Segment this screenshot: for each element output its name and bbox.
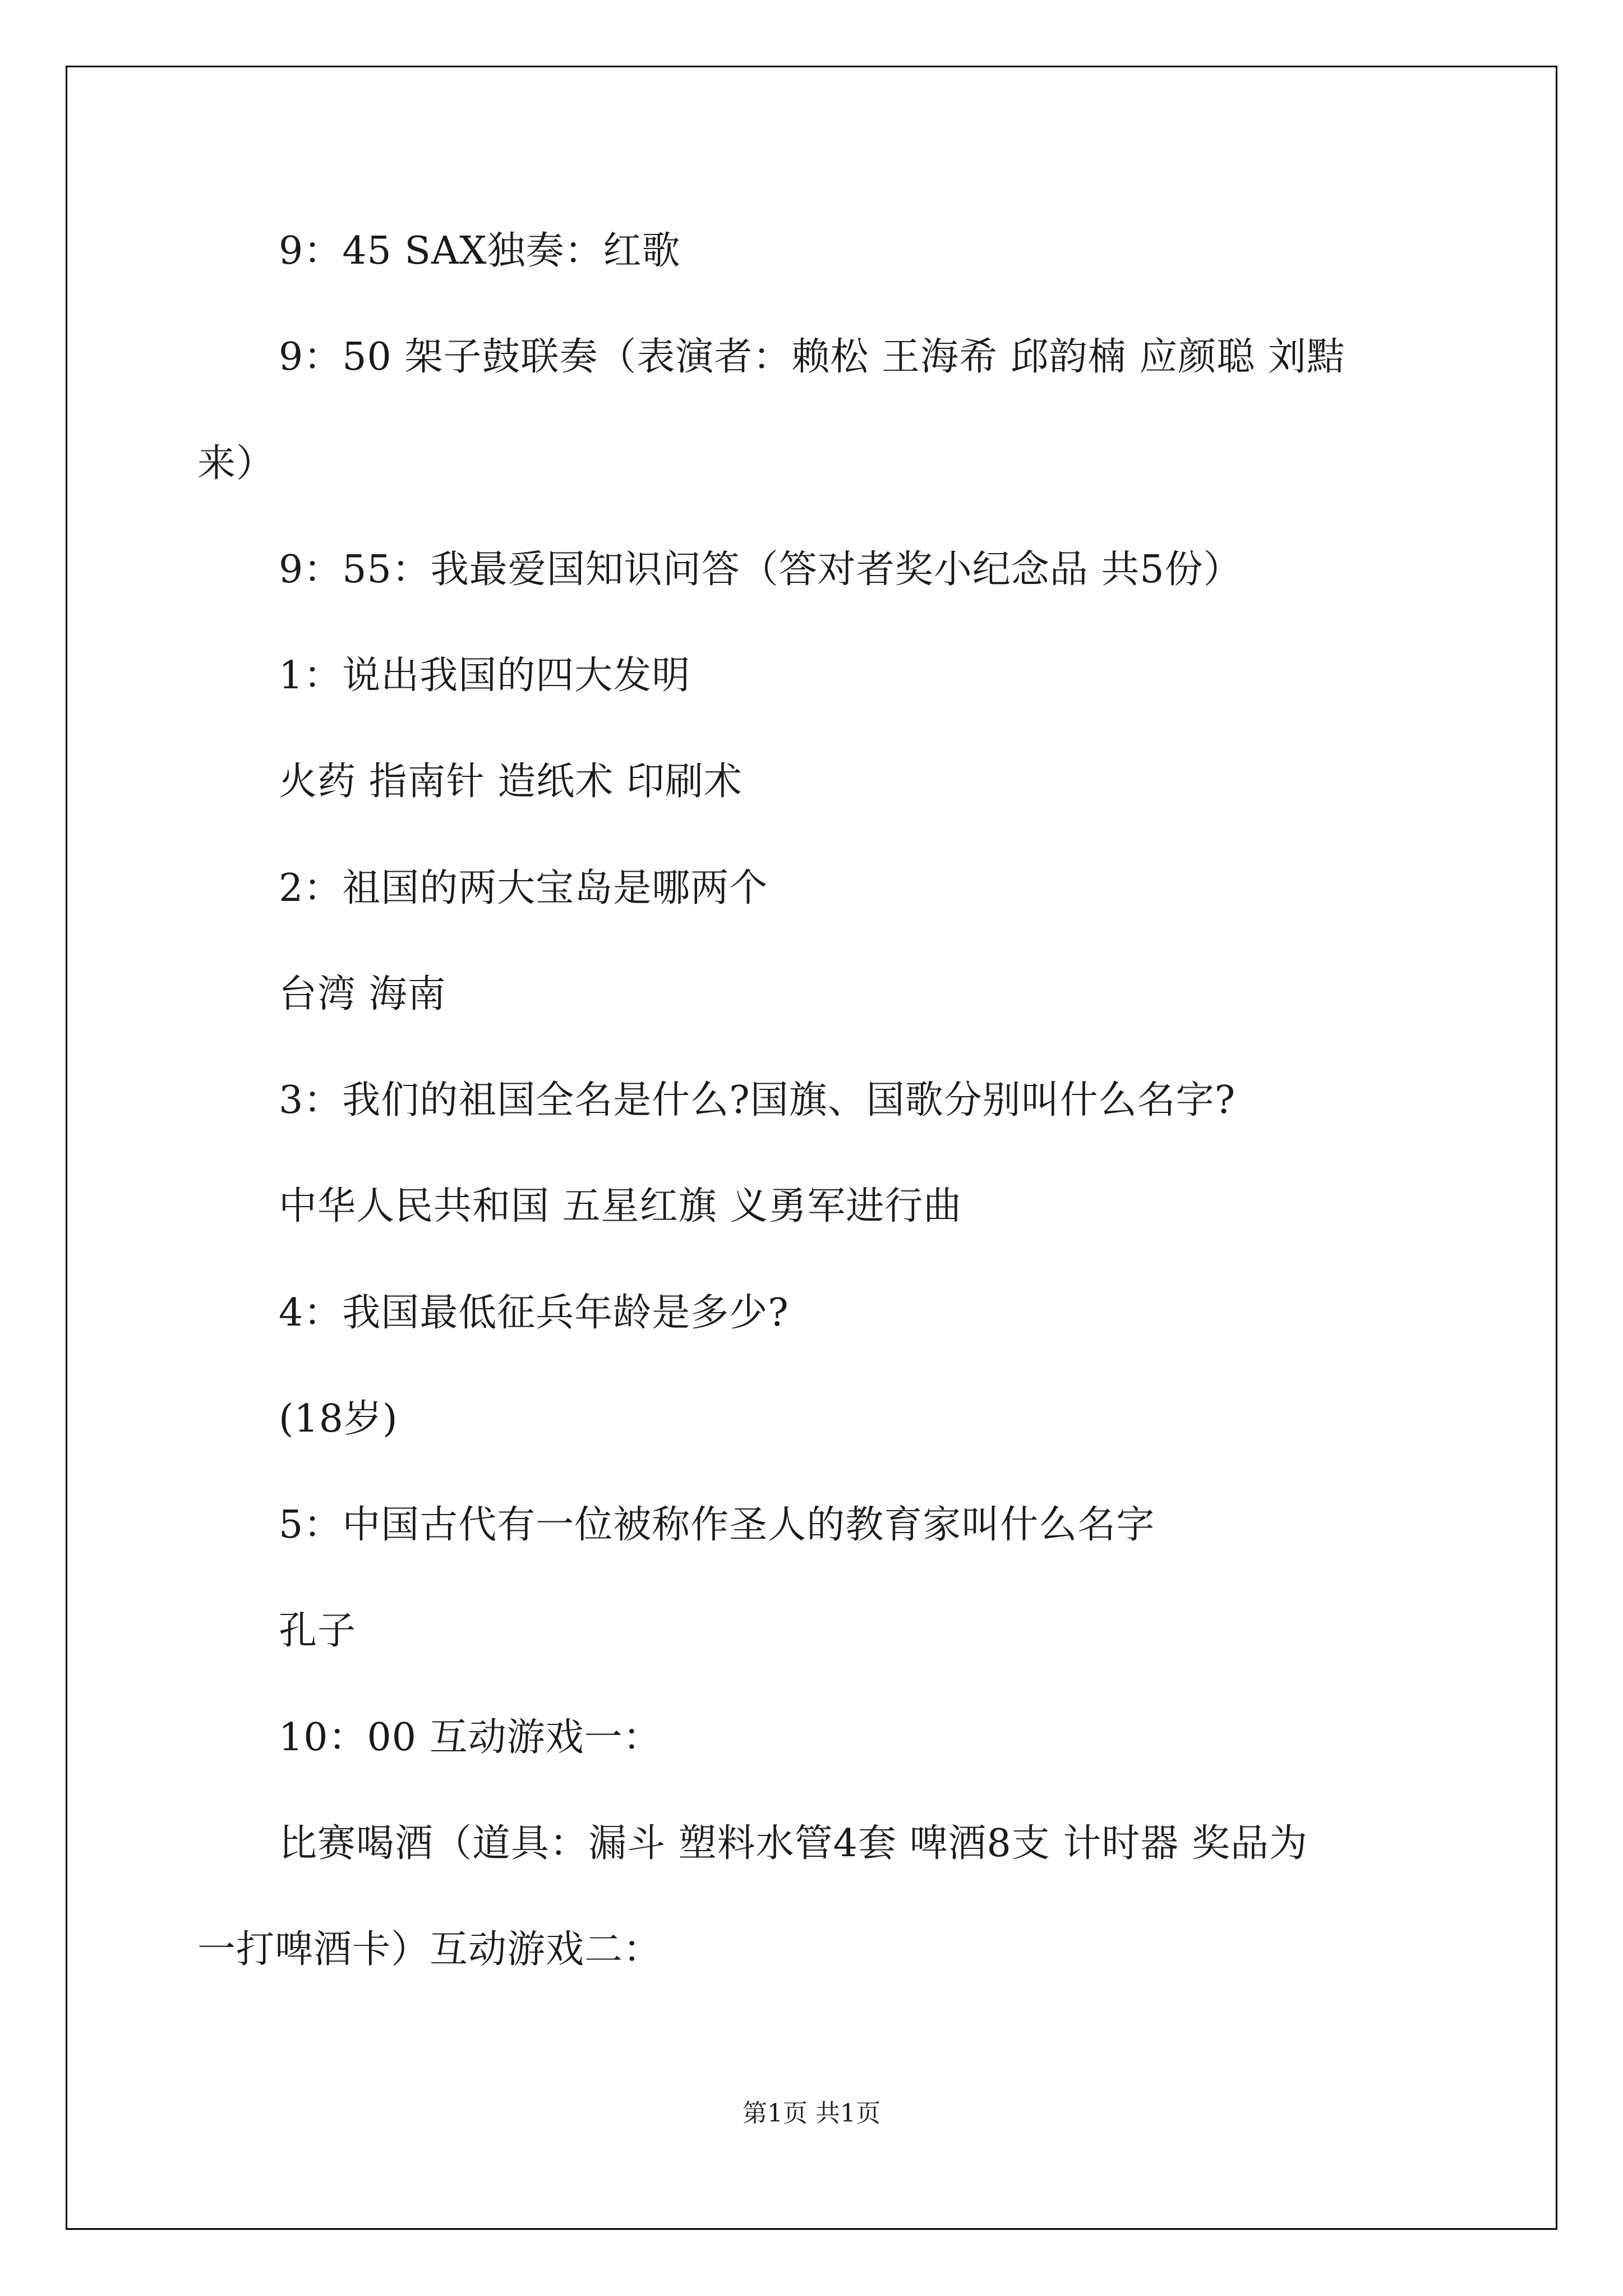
text-line: 孔子 <box>279 1609 357 1653</box>
page-footer: 第1页 共1页 <box>743 2099 880 2128</box>
text-line: 9：55：我最爱国知识问答（答对者奖小纪念品 共5份） <box>279 547 1242 592</box>
text-line: 3：我们的祖国全名是什么?国旗、国歌分别叫什么名字? <box>279 1078 1236 1122</box>
text-line: 火药 指南针 造纸术 印刷术 <box>279 760 743 804</box>
text-line: 台湾 海南 <box>279 972 446 1016</box>
text-line: 中华人民共和国 五星红旗 义勇军进行曲 <box>279 1184 962 1228</box>
text-line: 比赛喝酒（道具：漏斗 塑料水管4套 啤酒8支 计时器 奖品为 <box>279 1821 1308 1866</box>
text-line: 10：00 互动游戏一： <box>279 1715 662 1760</box>
text-line: 5：中国古代有一位被称作圣人的教育家叫什么名字 <box>279 1503 1155 1547</box>
text-line: 2：祖国的两大宝岛是哪两个 <box>279 866 768 910</box>
text-line: 来） <box>197 441 275 486</box>
text-line: 1：说出我国的四大发明 <box>279 654 691 698</box>
text-line: 9：50 架子鼓联奏（表演者：赖松 王海希 邱韵楠 应颜聪 刘黠 <box>279 335 1345 379</box>
text-line: (18岁) <box>279 1397 398 1441</box>
text-line: 4：我国最低征兵年龄是多少? <box>279 1291 789 1335</box>
text-line: 一打啤酒卡）互动游戏二： <box>197 1927 662 1972</box>
text-line: 9：45 SAX独奏：红歌 <box>279 229 681 273</box>
